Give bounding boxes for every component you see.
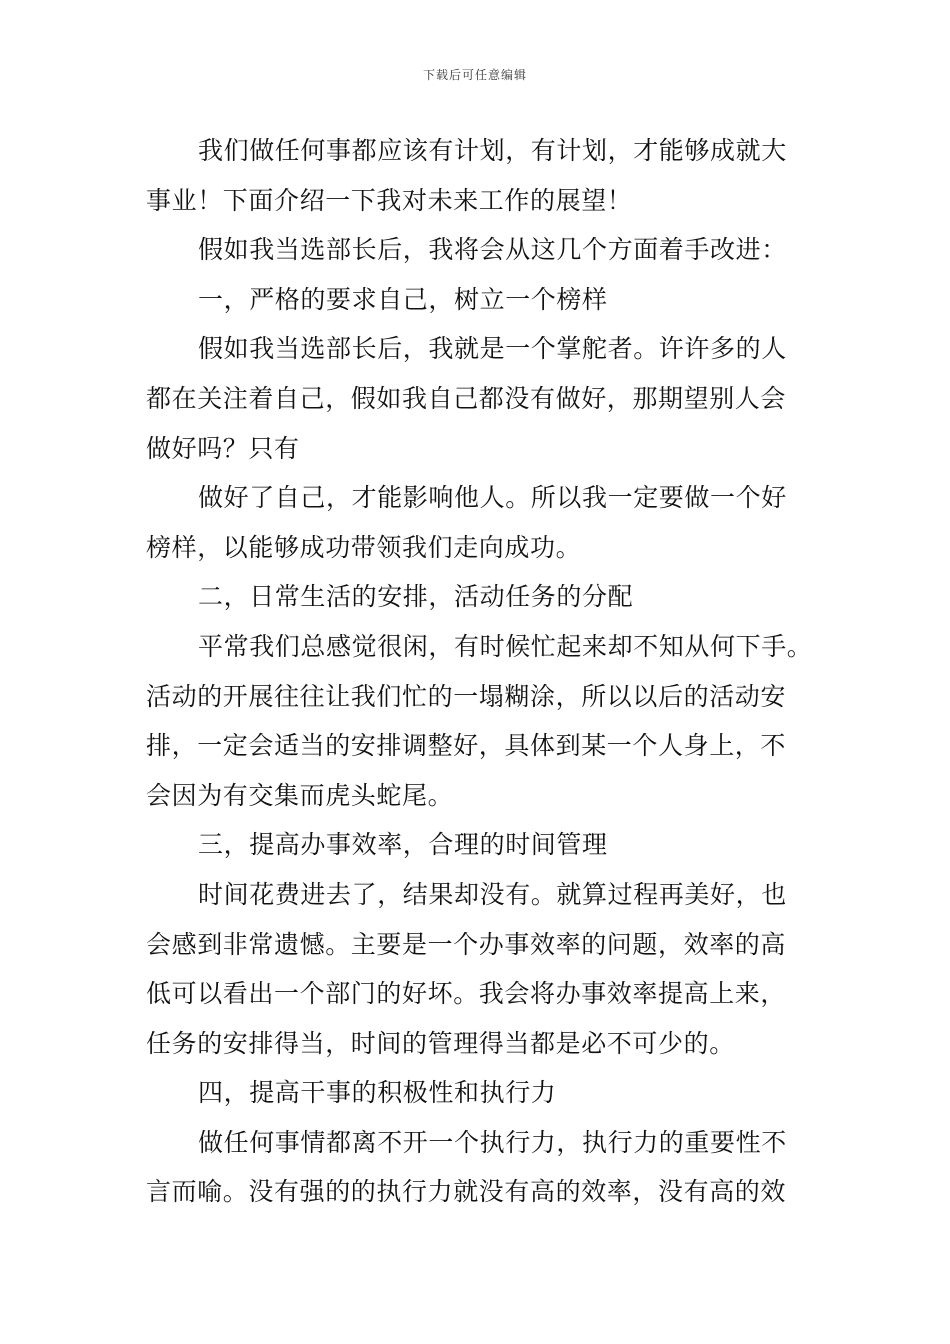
text-line: 平常我们总感觉很闲，有时候忙起来却不知从何下手。 bbox=[198, 631, 813, 661]
text-line: 时间花费进去了，结果却没有。就算过程再美好，也 bbox=[198, 879, 787, 909]
text-line: 我们做任何事都应该有计划，有计划，才能够成就大 bbox=[198, 136, 787, 165]
text-line: 假如我当选部长后，我将会从这几个方面着手改进： bbox=[198, 235, 787, 265]
text-line: 言而喻。没有强的的执行力就没有高的效率，没有高的效 bbox=[146, 1177, 787, 1207]
document-body bbox=[146, 126, 816, 1217]
text-line: 假如我当选部长后，我就是一个掌舵者。许许多的人 bbox=[198, 334, 787, 364]
text-line: 都在关注着自己，假如我自己都没有做好，那期望别人会 bbox=[146, 383, 787, 413]
text-line: 做任何事情都离不开一个执行力，执行力的重要性不 bbox=[198, 1127, 787, 1157]
text-line: 活动的开展往往让我们忙的一塌糊涂，所以以后的活动安 bbox=[146, 681, 787, 711]
text-line: 二，日常生活的安排，活动任务的分配 bbox=[198, 582, 634, 612]
text-line: 做好吗？只有 bbox=[146, 433, 300, 463]
text-line: 事业！下面介绍一下我对未来工作的展望！ bbox=[146, 185, 633, 215]
text-line: 排，一定会适当的安排调整好，具体到某一个人身上，不 bbox=[146, 731, 787, 761]
text-line: 会感到非常遗憾。主要是一个办事效率的问题，效率的高 bbox=[146, 929, 787, 959]
page-header: 下载后可任意编辑 bbox=[422, 68, 527, 82]
text-line: 会因为有交集而虎头蛇尾。 bbox=[146, 780, 454, 810]
text-line: 三，提高办事效率，合理的时间管理 bbox=[198, 830, 608, 860]
text-line: 一，严格的要求自己，树立一个榜样 bbox=[198, 284, 608, 314]
text-line: 榜样，以能够成功带领我们走向成功。 bbox=[146, 532, 582, 562]
text-line: 做好了自己，才能影响他人。所以我一定要做一个好 bbox=[198, 483, 787, 513]
text-line: 四，提高干事的积极性和执行力 bbox=[198, 1078, 557, 1108]
text-line: 任务的安排得当，时间的管理得当都是必不可少的。 bbox=[146, 1028, 735, 1058]
text-line: 低可以看出一个部门的好坏。我会将办事效率提高上来， bbox=[146, 979, 787, 1009]
